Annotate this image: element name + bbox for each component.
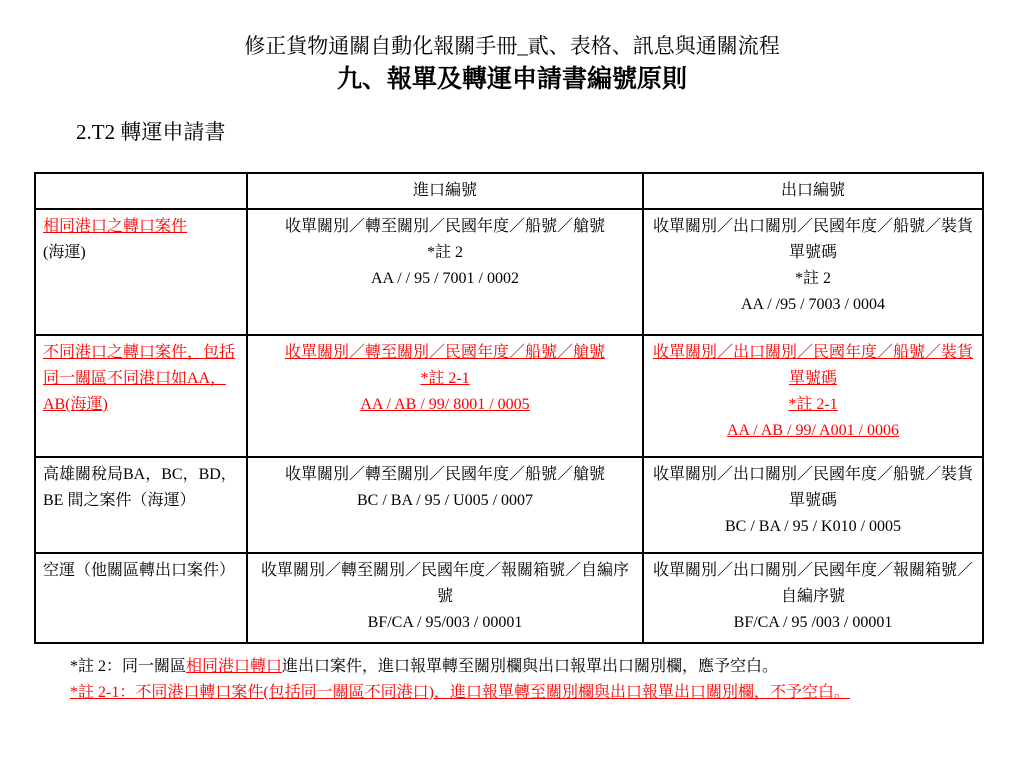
export-cell — [643, 209, 983, 335]
header-cell-export: 出口編號 — [643, 173, 983, 209]
row-label-cell — [35, 553, 247, 643]
export-example: AA / /95 / 7003 / 0004 — [740, 296, 885, 313]
import-format: 收單關別／轉至關別／民國年度／報關箱號／自編序號 — [260, 562, 629, 605]
export-note-ref: *註 2 — [794, 270, 831, 287]
numbering-table — [34, 172, 984, 644]
export-example: AA / AB / 99/ A001 / 0006 — [726, 422, 900, 439]
table-row — [35, 209, 983, 335]
table-header-row — [35, 173, 983, 209]
import-cell — [247, 335, 643, 457]
row-label-cell — [35, 209, 247, 335]
export-note-ref: *註 2-1 — [788, 396, 838, 413]
row-label-highlight: 相同港口之轉口案件 — [43, 218, 188, 235]
export-cell — [643, 553, 983, 643]
import-example: AA / AB / 99/ 8001 / 0005 — [360, 396, 530, 413]
page-title: 九、報單及轉運申請書編號原則 — [336, 66, 687, 93]
import-note-ref: *註 2 — [426, 244, 463, 261]
import-example: BC / BA / 95 / U005 / 0007 — [356, 492, 534, 509]
table-row — [35, 457, 983, 553]
row-label-cell — [35, 457, 247, 553]
row-label: 高雄關稅局BA，BC，BD，BE 間之案件（海運） — [43, 466, 237, 509]
import-format: 收單關別／轉至關別／民國年度／船號／艙號 — [284, 218, 605, 235]
footnote-2 — [70, 654, 970, 680]
footnote-2-suffix: 進出口案件，進口報單轉至關別欄與出口報單出口關別欄，應予空白。 — [282, 658, 779, 675]
row-label-cell — [35, 335, 247, 457]
export-cell — [643, 457, 983, 553]
export-format: 收單關別／出口關別／民國年度／船號／裝貨單號碼 — [652, 218, 973, 261]
section-heading: 2.T2 轉運申請書 — [76, 120, 226, 144]
export-example: BF/CA / 95 /003 / 00001 — [733, 614, 893, 631]
export-cell — [643, 335, 983, 457]
import-cell — [247, 553, 643, 643]
import-cell — [247, 457, 643, 553]
import-note-ref: *註 2-1 — [420, 370, 470, 387]
footnote-2-1: *註 2-1：不同港口轉口案件(包括同一關區不同港口)，進口報單轉至關別欄與出口報單出口關別欄，不予空白。 — [70, 684, 850, 701]
import-format: 收單關別／轉至關別／民國年度／船號／艙號 — [284, 466, 605, 483]
header-cell-empty — [35, 173, 247, 209]
export-format: 收單關別／出口關別／民國年度／報關箱號／自編序號 — [652, 562, 973, 605]
import-format: 收單關別／轉至關別／民國年度／船號／艙號 — [284, 344, 605, 361]
row-label: 空運（他關區轉出口案件） — [43, 562, 236, 579]
table-row — [35, 335, 983, 457]
row-label-note: (海運) — [43, 244, 86, 261]
footnotes — [70, 654, 970, 706]
footnote-2-highlight: 相同港口轉口 — [186, 658, 283, 675]
manual-title: 修正貨物通關自動化報關手冊_貳、表格、訊息與通關流程 — [244, 34, 780, 58]
export-format: 收單關別／出口關別／民國年度／船號／裝貨單號碼 — [652, 466, 973, 509]
export-example: BC / BA / 95 / K010 / 0005 — [724, 518, 902, 535]
table-row — [35, 553, 983, 643]
footnote-2-prefix: *註 2：同一關區 — [70, 658, 187, 675]
import-example: BF/CA / 95/003 / 00001 — [367, 614, 523, 631]
import-example: AA / / 95 / 7001 / 0002 — [370, 270, 519, 287]
export-format: 收單關別／出口關別／民國年度／船號／裝貨單號碼 — [652, 344, 973, 387]
header-cell-import: 進口編號 — [247, 173, 643, 209]
row-label-highlight: 不同港口之轉口案件，包括同一關區不同港口如AA，AB(海運) — [43, 344, 236, 413]
import-cell — [247, 209, 643, 335]
